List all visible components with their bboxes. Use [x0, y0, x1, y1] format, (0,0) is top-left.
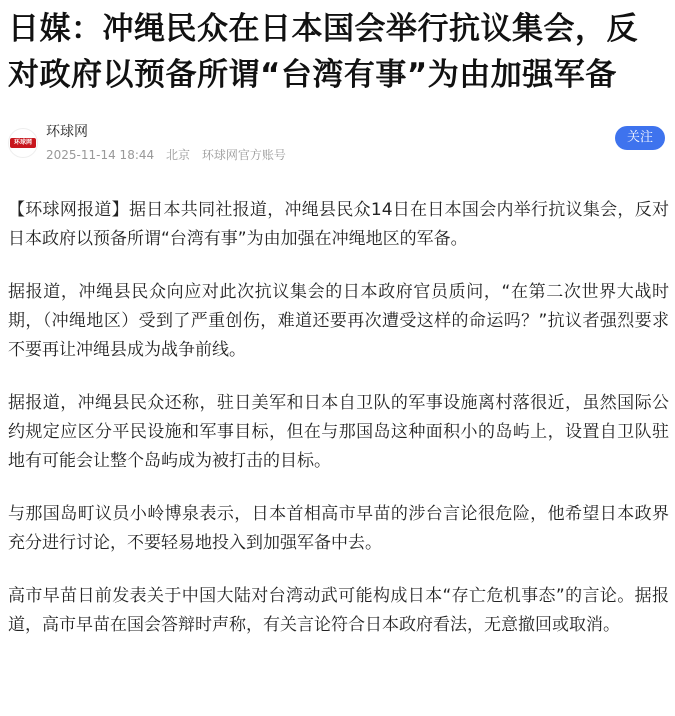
- follow-button[interactable]: 关注: [615, 126, 665, 150]
- account-type: 环球网官方账号: [201, 148, 286, 162]
- article-paragraph: 据报道，冲绳县民众向应对此次抗议集会的日本政府官员质问，“在第二次世界大战时期，（冲绳地区）受到了严重创伤，难道还要再次遭受这样的命运吗？”抗议者强烈要求不要再让冲绳县成为战争前线。: [8, 282, 669, 360]
- article-paragraph: 【环球网报道】据日本共同社报道，冲绳县民众14日在日本国会内举行抗议集会，反对日本政府以预备所谓“台湾有事”为由加强在冲绳地区的军备。: [8, 200, 669, 249]
- article-paragraph: 据报道，冲绳县民众还称，驻日美军和日本自卫队的军事设施离村落很近，虽然国际公约规定应区分平民设施和军事目标，但在与那国岛这种面积小的岛屿上，设置自卫队驻地有可能会让整个岛屿成为被打击的目标。: [8, 393, 669, 471]
- article-body: [8, 196, 669, 640]
- publish-location: 北京: [165, 148, 190, 162]
- source-avatar[interactable]: [8, 128, 38, 158]
- source-info: [8, 122, 669, 170]
- article-paragraph: 高市早苗日前发表关于中国大陆对台湾动武可能构成日本“存亡危机事态”的言论。据报道，高市早苗在国会答辩时声称，有关言论符合日本政府看法，无意撤回或取消。: [8, 586, 669, 635]
- source-logo: 环球网: [10, 138, 36, 148]
- article-paragraph: 与那国岛町议员小岭博泉表示，日本首相高市早苗的涉台言论很危险，他希望日本政界充分进行讨论，不要轻易地投入到加强军备中去。: [8, 504, 669, 553]
- source-name[interactable]: 环球网: [46, 124, 88, 140]
- publish-datetime: 2025-11-14 18:44: [46, 148, 155, 162]
- source-subline: [46, 146, 294, 164]
- article-title: 日媒：冲绳民众在日本国会举行抗议集会，反对政府以预备所谓“台湾有事”为由加强军备: [8, 11, 638, 93]
